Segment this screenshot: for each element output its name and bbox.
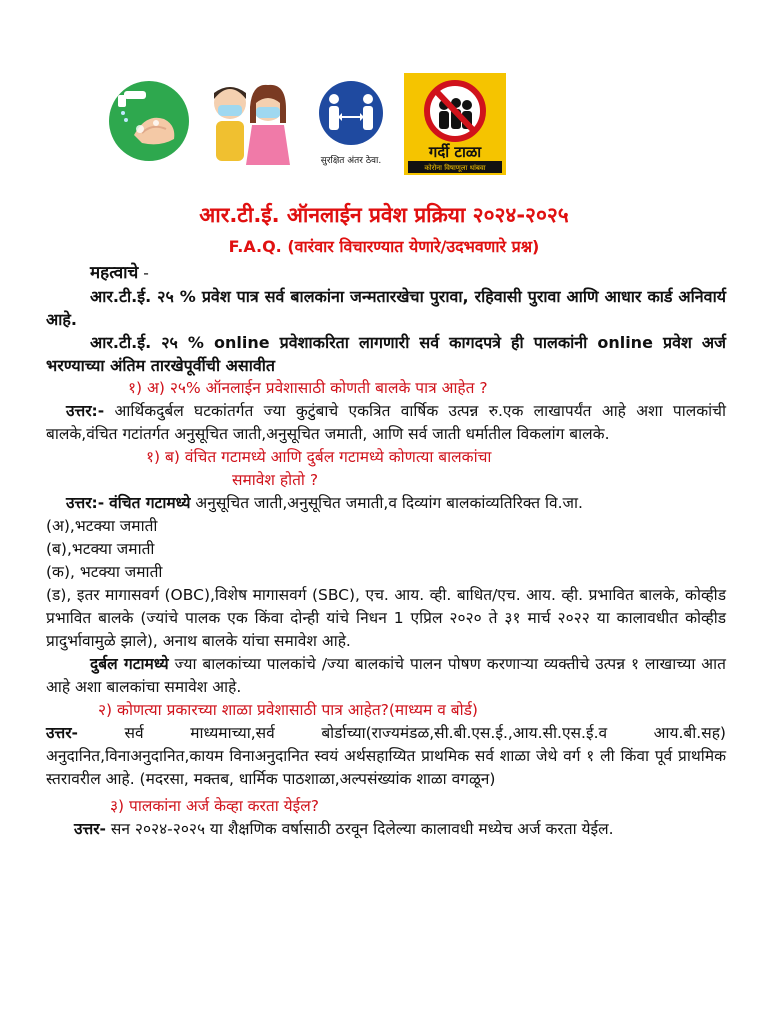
page-title: आर.टी.ई. ऑनलाईन प्रवेश प्रक्रिया २०२४-२०२५ (199, 203, 569, 227)
answer-1b-text: अनुसूचित जाती,अनुसूचित जमाती,व दिव्यांग बालकांव्यतिरिक्त वि.जा. (195, 494, 583, 512)
deprived-group-label: वंचित गटामध्ये (109, 494, 191, 512)
page-subtitle: F.A.Q. (वारंवार विचारण्यात येणारे/उदभवणारे प्रश्न) (228, 237, 540, 256)
answer-3-text: सन २०२४-२०२५ या शैक्षणिक वर्षासाठी ठरवून दिलेल्या कालावधी मध्येच अर्ज करता येईल. (110, 820, 614, 838)
question-2: २) कोणत्या प्रकारच्या शाळा प्रवेशासाठी पात्र आहेत?(माध्यम व बोर्ड) (98, 701, 478, 719)
answer-3-label: उत्तर- (74, 820, 106, 838)
important-dash: - (138, 264, 149, 282)
distance-caption: सुरक्षित अंतर ठेवा. (320, 156, 382, 166)
answer-1b (46, 492, 726, 515)
list-item: (ड), इतर मागासवर्ग (OBC),विशेष मागासवर्ग (SBC), एच. आय. व्ही. बाधित/एच. आय. व्ही. प्रभावित बालके, कोव्हीड प्रभावित बालके (ज्यांचे पालक एक किंवा दोन्ही यांचे निधन 1 एप्रिल २०२० ते ३१ मार्च २०२२ या कालावधीत कोव्हीड प्रादुर्भावामुळे झाले), अनाथ बालके यांचा समावेश आहे. (46, 586, 726, 650)
list-item: (अ),भटक्या जमाती (46, 517, 158, 535)
weak-group-label: दुर्बल गटामध्ये (90, 655, 169, 673)
important-heading (46, 262, 726, 285)
important-note-2 (46, 331, 726, 377)
crowd-title: गर्दी टाळा (428, 143, 482, 161)
list-item: (ब),भटक्या जमाती (46, 540, 155, 558)
safe-distance-image (304, 73, 398, 175)
weak-group-text: ज्या बालकांच्या पालकांचे /ज्या बालकांचे पालन पोषण करणाऱ्या व्यक्तीचे उत्पन्न १ लाखाच्या आत आहे अशा बालकांचा समावेश आहे. (46, 655, 726, 696)
answer-2-text: सर्व माध्यमाच्या,सर्व बोर्डाच्या(राज्यमंडळ,सी.बी.एस.ई.,आय.सी.एस.ई.व आय.बी.सह) अनुदानित,विनाअनुदानित,कायम विनाअनुदानित स्वयं अर्थसहाय्यित प्राथमिक सर्व शाळा जेथे वर्ग १ ली किंवा पूर्व प्राथमिक स्तरावरील आहे. (मदरसा, मक्तब, धार्मिक पाठशाळा,अल्पसंख्यांक शाळा वगळून) (46, 724, 726, 788)
header-images (0, 73, 768, 175)
question-1b-line2: समावेश होतो ? (232, 471, 319, 489)
answer-3 (46, 818, 726, 841)
answer-1a (46, 400, 726, 446)
important-note-2-text: आर.टी.ई. २५ % online प्रवेशाकरिता लागणारी सर्व कागदपत्रे ही पालकांनी online प्रवेश अर्ज भरण्याच्या अंतिम तारखेपूर्वीची असावीत (46, 333, 726, 375)
document-body (46, 262, 726, 841)
answer-1b-label: उत्तर:- (66, 494, 105, 512)
answer-2-label: उत्तर- (46, 724, 78, 742)
weak-group-para (46, 653, 726, 699)
important-label: महत्वाचे (90, 263, 139, 283)
crowd-caption: कोरोना विषाणूला थांबवा (424, 164, 486, 172)
answer-2 (46, 722, 726, 791)
important-note-1 (46, 285, 726, 331)
important-note-1-text: आर.टी.ई. २५ % प्रवेश पात्र सर्व बालकांना जन्मतारखेचा पुरावा, रहिवासी पुरावा आणि आधार कार्ड अनिवार्य आहे. (46, 287, 726, 329)
question-1a: १) अ) २५% ऑनलाईन प्रवेशासाठी कोणती बालके पात्र आहेत ? (128, 379, 488, 397)
answer-label: उत्तर:- (66, 402, 105, 420)
handwash-image (104, 73, 194, 175)
question-1b-line1: १) ब) वंचित गटामध्ये आणि दुर्बल गटामध्ये कोणत्या बालकांचा (146, 448, 492, 466)
avoid-crowd-image (404, 73, 506, 175)
children-masks-image (202, 73, 296, 175)
answer-1a-text: आर्थिकदुर्बल घटकांतर्गत ज्या कुटुंबाचे एकत्रित वार्षिक उत्पन्न रु.एक लाखापर्यंत आहे अशा पालकांची बालके,वंचित गटांतर्गत अनुसूचित जाती,अनुसूचित जमाती, आणि सर्व जाती धर्मातील विकलांग बालके. (46, 402, 726, 443)
list-item: (क), भटक्या जमाती (46, 563, 163, 581)
question-3: ३) पालकांना अर्ज केव्हा करता येईल? (110, 797, 320, 815)
